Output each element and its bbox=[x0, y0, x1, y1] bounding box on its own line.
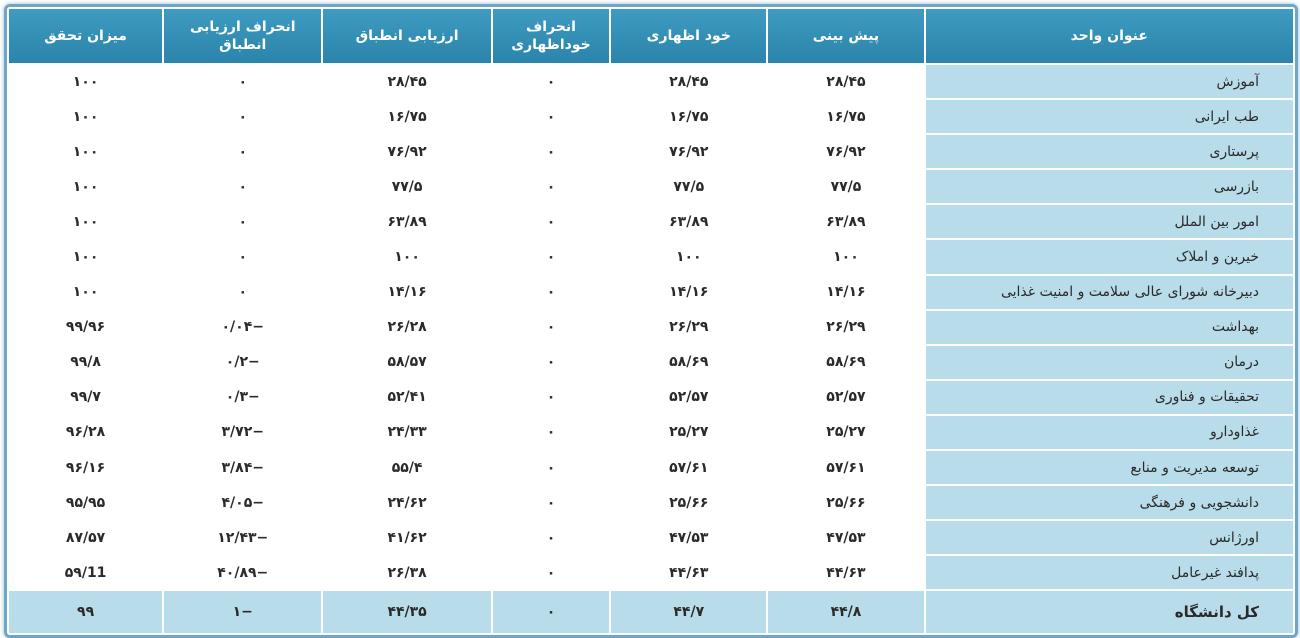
cell-unit: خیرین و املاک bbox=[925, 239, 1294, 274]
cell-unit: درمان bbox=[925, 345, 1294, 380]
cell-compliance-deviation: −۱ bbox=[163, 590, 322, 634]
cell-self-deviation: ۰ bbox=[492, 380, 610, 415]
cell-forecast: ۵۲/۵۷ bbox=[767, 380, 924, 415]
cell-forecast: ۶۳/۸۹ bbox=[767, 204, 924, 239]
cell-self-declared: ۱۰۰ bbox=[610, 239, 767, 274]
cell-unit: کل دانشگاه bbox=[925, 590, 1294, 634]
cell-unit: بهداشت bbox=[925, 310, 1294, 345]
cell-forecast: ۲۵/۲۷ bbox=[767, 415, 924, 450]
header-self-deviation: انحراف خوداظهاری bbox=[492, 8, 610, 64]
cell-forecast: ۴۴/۸ bbox=[767, 590, 924, 634]
cell-compliance-eval: ۴۴/۳۵ bbox=[322, 590, 491, 634]
table-row bbox=[8, 485, 1294, 520]
cell-achievement: ۹۹/۷ bbox=[8, 380, 163, 415]
cell-compliance-deviation: −۰/۰۴ bbox=[163, 310, 322, 345]
cell-self-deviation: ۰ bbox=[492, 134, 610, 169]
cell-achievement: ۱۰۰ bbox=[8, 99, 163, 134]
table-body bbox=[8, 64, 1294, 634]
cell-forecast: ۲۵/۶۶ bbox=[767, 485, 924, 520]
cell-compliance-deviation: ۰ bbox=[163, 99, 322, 134]
header-compliance-deviation: انحراف ارزیابی انطباق bbox=[163, 8, 322, 64]
table-row bbox=[8, 450, 1294, 485]
cell-forecast: ۴۴/۶۳ bbox=[767, 555, 924, 590]
cell-achievement: ۵۹/11 bbox=[8, 555, 163, 590]
cell-achievement: ۹۶/۱۶ bbox=[8, 450, 163, 485]
cell-unit: توسعه مدیریت و منابع bbox=[925, 450, 1294, 485]
cell-achievement: ۹۹ bbox=[8, 590, 163, 634]
cell-self-deviation: ۰ bbox=[492, 345, 610, 380]
cell-achievement: ۱۰۰ bbox=[8, 134, 163, 169]
table-header-row bbox=[8, 8, 1294, 64]
cell-self-declared: ۲۶/۲۹ bbox=[610, 310, 767, 345]
cell-compliance-eval: ۲۴/۳۳ bbox=[322, 415, 491, 450]
unit-results-table bbox=[7, 7, 1295, 635]
cell-compliance-deviation: ۰ bbox=[163, 239, 322, 274]
cell-self-declared: ۵۷/۶۱ bbox=[610, 450, 767, 485]
cell-self-declared: ۲۵/۶۶ bbox=[610, 485, 767, 520]
cell-compliance-eval: ۲۶/۲۸ bbox=[322, 310, 491, 345]
table-row bbox=[8, 204, 1294, 239]
cell-compliance-deviation: ۰ bbox=[163, 275, 322, 310]
cell-self-declared: ۷۶/۹۲ bbox=[610, 134, 767, 169]
cell-forecast: ۲۶/۲۹ bbox=[767, 310, 924, 345]
cell-self-declared: ۴۷/۵۳ bbox=[610, 520, 767, 555]
cell-unit: دبیرخانه شورای عالی سلامت و امنیت غذایی bbox=[925, 275, 1294, 310]
cell-self-deviation: ۰ bbox=[492, 415, 610, 450]
cell-forecast: ۷۷/۵ bbox=[767, 169, 924, 204]
cell-compliance-eval: ۱۰۰ bbox=[322, 239, 491, 274]
cell-achievement: ۹۹/۸ bbox=[8, 345, 163, 380]
cell-unit: غذاودارو bbox=[925, 415, 1294, 450]
cell-forecast: ۵۸/۶۹ bbox=[767, 345, 924, 380]
cell-self-deviation: ۰ bbox=[492, 169, 610, 204]
cell-compliance-deviation: −۴۰/۸۹ bbox=[163, 555, 322, 590]
table-row bbox=[8, 520, 1294, 555]
cell-forecast: ۱۰۰ bbox=[767, 239, 924, 274]
cell-compliance-eval: ۲۸/۴۵ bbox=[322, 64, 491, 99]
cell-forecast: ۵۷/۶۱ bbox=[767, 450, 924, 485]
cell-self-deviation: ۰ bbox=[492, 310, 610, 345]
table-row bbox=[8, 555, 1294, 590]
table-total-row bbox=[8, 590, 1294, 634]
cell-forecast: ۲۸/۴۵ bbox=[767, 64, 924, 99]
cell-compliance-eval: ۵۲/۴۱ bbox=[322, 380, 491, 415]
cell-compliance-eval: ۴۱/۶۲ bbox=[322, 520, 491, 555]
cell-compliance-eval: ۵۸/۵۷ bbox=[322, 345, 491, 380]
cell-self-deviation: ۰ bbox=[492, 450, 610, 485]
results-table-frame bbox=[4, 4, 1298, 638]
cell-achievement: ۹۵/۹۵ bbox=[8, 485, 163, 520]
cell-compliance-eval: ۷۷/۵ bbox=[322, 169, 491, 204]
table-row bbox=[8, 380, 1294, 415]
cell-compliance-eval: ۷۶/۹۲ bbox=[322, 134, 491, 169]
table-row bbox=[8, 99, 1294, 134]
table-row bbox=[8, 275, 1294, 310]
cell-compliance-deviation: −۰/۳ bbox=[163, 380, 322, 415]
cell-achievement: ۸۷/۵۷ bbox=[8, 520, 163, 555]
header-achievement: میزان تحقق bbox=[8, 8, 163, 64]
cell-unit: دانشجویی و فرهنگی bbox=[925, 485, 1294, 520]
table-row bbox=[8, 64, 1294, 99]
cell-self-deviation: ۰ bbox=[492, 239, 610, 274]
table-row bbox=[8, 415, 1294, 450]
table-row bbox=[8, 169, 1294, 204]
table-row bbox=[8, 134, 1294, 169]
header-self-declared: خود اظهاری bbox=[610, 8, 767, 64]
cell-self-deviation: ۰ bbox=[492, 99, 610, 134]
header-compliance-eval: ارزیابی انطباق bbox=[322, 8, 491, 64]
header-forecast: پیش بینی bbox=[767, 8, 924, 64]
cell-compliance-eval: ۵۵/۴ bbox=[322, 450, 491, 485]
table-row bbox=[8, 239, 1294, 274]
cell-compliance-deviation: −۳/۷۲ bbox=[163, 415, 322, 450]
cell-achievement: ۱۰۰ bbox=[8, 275, 163, 310]
cell-self-declared: ۴۴/۶۳ bbox=[610, 555, 767, 590]
cell-compliance-deviation: ۰ bbox=[163, 204, 322, 239]
cell-forecast: ۱۴/۱۶ bbox=[767, 275, 924, 310]
cell-forecast: ۱۶/۷۵ bbox=[767, 99, 924, 134]
cell-compliance-eval: ۶۳/۸۹ bbox=[322, 204, 491, 239]
cell-self-declared: ۱۶/۷۵ bbox=[610, 99, 767, 134]
cell-achievement: ۱۰۰ bbox=[8, 204, 163, 239]
cell-compliance-eval: ۱۶/۷۵ bbox=[322, 99, 491, 134]
cell-self-declared: ۱۴/۱۶ bbox=[610, 275, 767, 310]
cell-self-deviation: ۰ bbox=[492, 555, 610, 590]
cell-unit: اورژانس bbox=[925, 520, 1294, 555]
cell-compliance-eval: ۱۴/۱۶ bbox=[322, 275, 491, 310]
cell-achievement: ۹۶/۲۸ bbox=[8, 415, 163, 450]
cell-self-declared: ۶۳/۸۹ bbox=[610, 204, 767, 239]
cell-self-declared: ۵۸/۶۹ bbox=[610, 345, 767, 380]
cell-unit: پدافند غیرعامل bbox=[925, 555, 1294, 590]
cell-unit: تحقیقات و فناوری bbox=[925, 380, 1294, 415]
cell-achievement: ۱۰۰ bbox=[8, 64, 163, 99]
cell-compliance-eval: ۲۶/۳۸ bbox=[322, 555, 491, 590]
table-row bbox=[8, 345, 1294, 380]
cell-compliance-deviation: ۰ bbox=[163, 134, 322, 169]
cell-self-declared: ۲۸/۴۵ bbox=[610, 64, 767, 99]
cell-compliance-deviation: −۴/۰۵ bbox=[163, 485, 322, 520]
cell-unit: بازرسی bbox=[925, 169, 1294, 204]
cell-forecast: ۷۶/۹۲ bbox=[767, 134, 924, 169]
cell-compliance-deviation: ۰ bbox=[163, 169, 322, 204]
cell-unit: طب ایرانی bbox=[925, 99, 1294, 134]
cell-compliance-eval: ۲۴/۶۲ bbox=[322, 485, 491, 520]
cell-self-deviation: ۰ bbox=[492, 64, 610, 99]
cell-compliance-deviation: −۱۲/۴۳ bbox=[163, 520, 322, 555]
table-row bbox=[8, 310, 1294, 345]
cell-compliance-deviation: −۳/۸۴ bbox=[163, 450, 322, 485]
cell-achievement: ۱۰۰ bbox=[8, 239, 163, 274]
cell-self-declared: ۴۴/۷ bbox=[610, 590, 767, 634]
cell-self-declared: ۷۷/۵ bbox=[610, 169, 767, 204]
cell-compliance-deviation: −۰/۲ bbox=[163, 345, 322, 380]
cell-unit: آموزش bbox=[925, 64, 1294, 99]
cell-self-deviation: ۰ bbox=[492, 485, 610, 520]
cell-forecast: ۴۷/۵۳ bbox=[767, 520, 924, 555]
cell-self-deviation: ۰ bbox=[492, 204, 610, 239]
cell-self-declared: ۵۲/۵۷ bbox=[610, 380, 767, 415]
cell-unit: امور بین الملل bbox=[925, 204, 1294, 239]
cell-self-declared: ۲۵/۲۷ bbox=[610, 415, 767, 450]
cell-self-deviation: ۰ bbox=[492, 590, 610, 634]
cell-self-deviation: ۰ bbox=[492, 520, 610, 555]
cell-self-deviation: ۰ bbox=[492, 275, 610, 310]
cell-unit: پرستاری bbox=[925, 134, 1294, 169]
cell-achievement: ۹۹/۹۶ bbox=[8, 310, 163, 345]
cell-achievement: ۱۰۰ bbox=[8, 169, 163, 204]
cell-compliance-deviation: ۰ bbox=[163, 64, 322, 99]
header-unit: عنوان واحد bbox=[925, 8, 1294, 64]
